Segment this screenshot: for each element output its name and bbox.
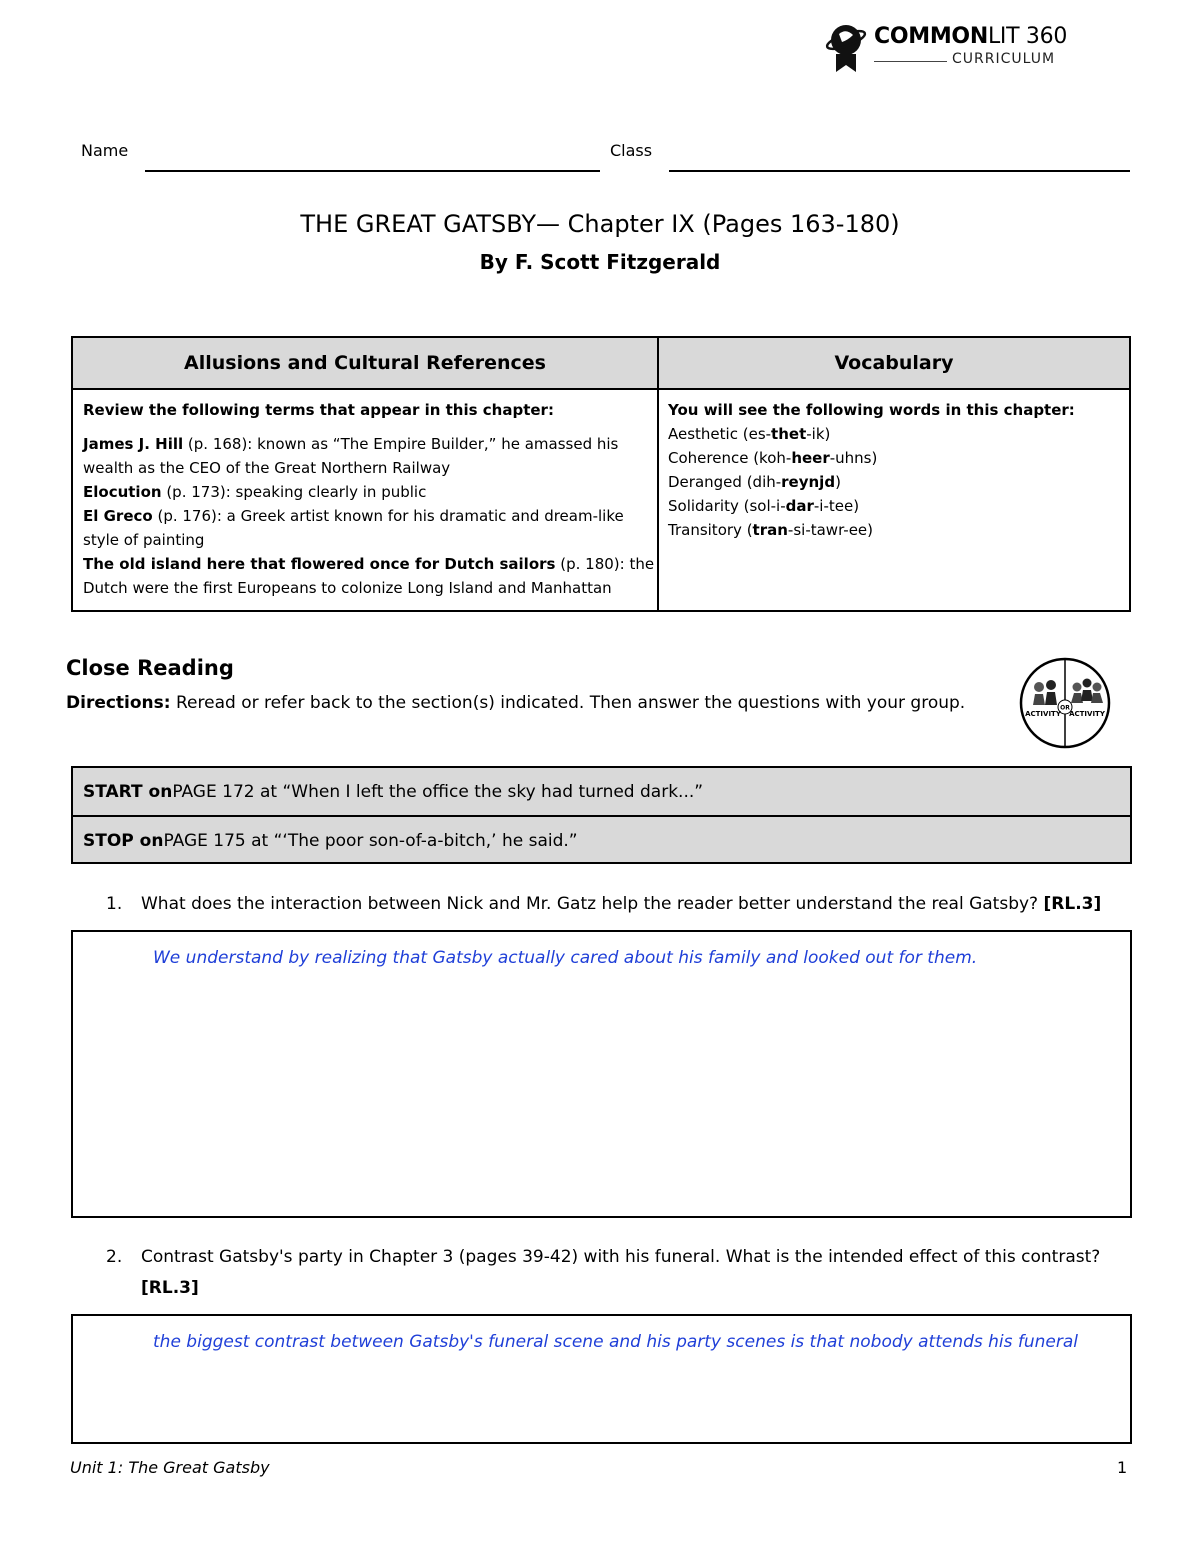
vocabulary-intro: You will see the following words in this chapter:	[668, 401, 1075, 419]
name-label: Name	[81, 141, 129, 160]
allusions-intro: Review the following terms that appear in this chapter:	[83, 401, 554, 419]
commonlit-globe-icon	[822, 20, 870, 76]
document-title: THE GREAT GATSBY— Chapter IX (Pages 163-180)	[300, 210, 900, 238]
question-2-standard: [RL.3]	[141, 1278, 199, 1298]
close-reading-heading: Close Reading	[66, 656, 234, 680]
answer-2-text: the biggest contrast between Gatsby's funeral scene and his party scenes is that nobody attends his funeral	[153, 1332, 1079, 1352]
stop-row: STOP on PAGE 175 at “‘The poor son-of-a-bitch,’ he said.”	[83, 830, 578, 851]
answer-2-box[interactable]	[71, 1314, 1132, 1444]
allusion-item-continued: wealth as the CEO of the Great Northern Railway	[83, 459, 451, 477]
activity-or-label: OR	[1060, 704, 1070, 712]
allusion-item: James J. Hill (p. 168): known as “The Empire Builder,” he amassed his	[83, 435, 619, 453]
pair-activity-label: ACTIVITY	[1025, 710, 1061, 718]
allusion-item-continued: style of painting	[83, 531, 205, 549]
directions-text: Directions: Reread or refer back to the section(s) indicated. Then answer the questions with your group.	[66, 693, 966, 713]
group-activity-label: ACTIVITY	[1069, 710, 1105, 718]
vocabulary-header: Vocabulary	[659, 338, 1129, 390]
vocab-word: Transitory (tran-si-tawr-ee)	[668, 521, 873, 539]
logo-subtitle: CURRICULUM	[952, 51, 1056, 67]
class-label: Class	[610, 141, 653, 160]
allusions-header: Allusions and Cultural References	[73, 338, 657, 390]
question-2-number: 2.	[106, 1247, 123, 1267]
allusion-item: The old island here that flowered once for Dutch sailors (p. 180): the	[83, 555, 655, 573]
vocab-word: Coherence (koh-heer-uhns)	[668, 449, 878, 467]
allusion-item: El Greco (p. 176): a Greek artist known for his dramatic and dream-like	[83, 507, 624, 525]
name-field[interactable]	[145, 170, 600, 172]
question-1-number: 1.	[106, 894, 123, 914]
answer-1-box[interactable]	[71, 930, 1132, 1218]
allusion-item-continued: Dutch were the first Europeans to colonize Long Island and Manhattan	[83, 579, 612, 597]
question-2-text: Contrast Gatsby's party in Chapter 3 (pages 39-42) with his funeral. What is the intended effect of this contrast?	[141, 1247, 1101, 1267]
column-divider	[657, 338, 659, 610]
start-row: START on PAGE 172 at “When I left the office the sky had turned dark...”	[83, 781, 704, 802]
class-field[interactable]	[669, 170, 1130, 172]
vocab-word: Deranged (dih-reynjd)	[668, 473, 841, 491]
answer-1-text: We understand by realizing that Gatsby actually cared about his family and looked out for them.	[153, 948, 978, 968]
vocab-word: Solidarity (sol-i-dar-i-tee)	[668, 497, 860, 515]
allusions-cell	[83, 398, 653, 600]
references-vocabulary-table	[71, 336, 1131, 612]
pair-group-activity-icon	[1019, 657, 1111, 749]
footer-unit-label: Unit 1: The Great Gatsby	[70, 1458, 270, 1477]
footer-page-number: 1	[1117, 1458, 1128, 1477]
start-stop-box	[71, 766, 1132, 864]
commonlit-logo	[822, 20, 1082, 80]
logo-rule	[874, 61, 947, 62]
vocabulary-cell	[668, 398, 1123, 542]
vocab-word: Aesthetic (es-thet-ik)	[668, 425, 831, 443]
logo-wordmark: COMMONLIT 360	[874, 24, 1068, 49]
allusion-item: Elocution (p. 173): speaking clearly in public	[83, 483, 427, 501]
document-author: By F. Scott Fitzgerald	[479, 250, 721, 274]
question-1-text: What does the interaction between Nick and Mr. Gatz help the reader better understand the real Gatsby? [RL.3]	[141, 894, 1102, 914]
